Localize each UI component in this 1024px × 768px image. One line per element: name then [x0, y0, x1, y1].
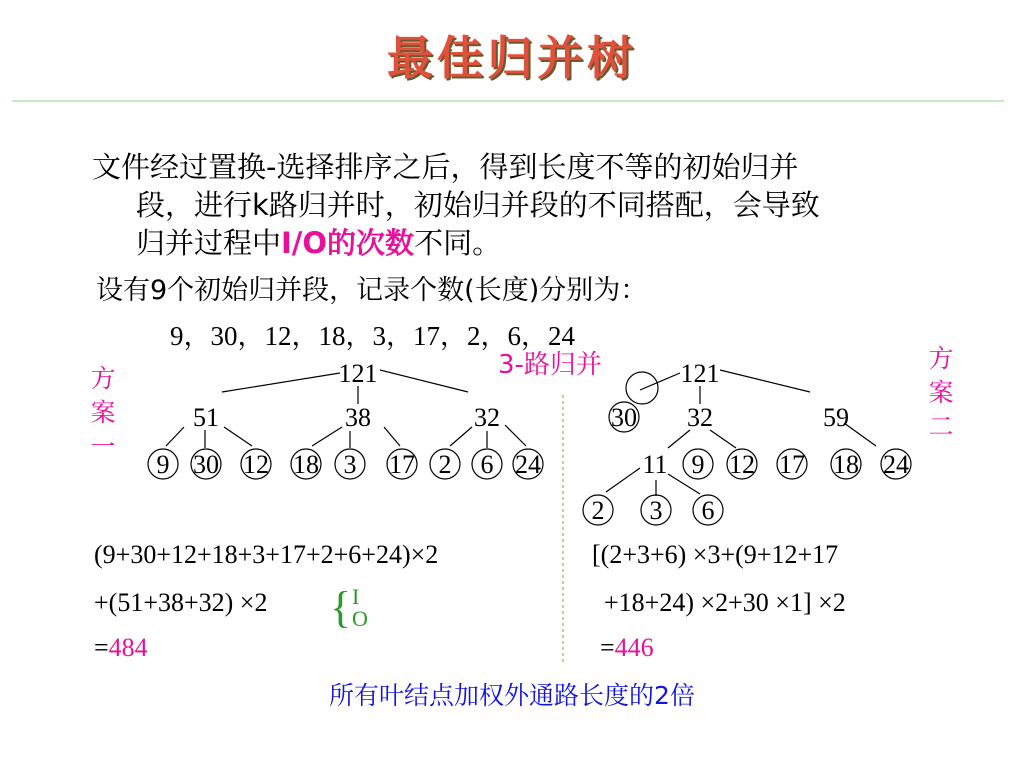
- intro-line-2: 段，进行k路归并时，初始归并段的不同搭配，会导致: [136, 188, 820, 222]
- tree1-leaves: [157, 450, 542, 479]
- segment-lengths: 9，30，12，18，3，17，2，6，24: [170, 321, 575, 351]
- tree2-leaf: 24: [883, 450, 909, 479]
- tree2-leaf: 17: [779, 450, 805, 479]
- tree1-leaf: 17: [389, 450, 415, 479]
- tree2-leaf: 3: [649, 496, 663, 525]
- tree2-node-l1: 32: [687, 403, 713, 432]
- tree1-leaf: 2: [438, 450, 452, 479]
- tree2-leaf: 18: [833, 450, 859, 479]
- io-label-i: I: [352, 584, 360, 609]
- formula1-result: 484: [108, 633, 148, 662]
- formula1-result-line: [94, 633, 148, 663]
- tree1-leaf: 3: [343, 450, 357, 479]
- tree2-node-l2: 11: [642, 450, 668, 479]
- merge-type-label: 3-路归并: [498, 350, 602, 380]
- tree1-root: 121: [338, 359, 378, 388]
- formula2-result: 446: [614, 633, 654, 662]
- tree1-internal-2: 38: [345, 403, 371, 432]
- tree1-leaf: 9: [156, 450, 170, 479]
- intro-line-3-pre: 归并过程中: [136, 226, 282, 260]
- io-label-o: O: [352, 606, 368, 631]
- io-label: [352, 586, 368, 630]
- formula1-line1: (9+30+12+18+3+17+2+6+24)×2: [94, 540, 439, 569]
- page-title: 最佳归并树: [387, 31, 637, 85]
- tree2-leaf: 2: [591, 496, 605, 525]
- tree1-internal-3: 32: [474, 403, 500, 432]
- plan-one-char-1: 方: [90, 364, 116, 393]
- tree2-leaf: 6: [701, 496, 715, 525]
- tree2-leaf: 12: [729, 450, 755, 479]
- conclusion-text: 所有叶结点加权外通路长度的2倍: [329, 681, 695, 710]
- intro-line-3-post: 不同。: [414, 226, 502, 260]
- formula2-line2: +18+24) ×2+30 ×1] ×2: [604, 588, 846, 617]
- setup-text: 设有9个初始归并段，记录个数(长度)分别为：: [96, 275, 648, 306]
- formula1-line2: +(51+38+32) ×2: [94, 588, 268, 617]
- tree1-leaf: 24: [515, 450, 541, 479]
- tree2-root-circle-partial: [626, 372, 658, 404]
- plan-two-char-2: 案: [928, 378, 954, 407]
- plan-two-char-3: 二: [928, 412, 954, 441]
- tree2-root: 121: [680, 359, 720, 388]
- plan-two-char-1: 方: [928, 344, 954, 373]
- formula1-eq: =: [94, 633, 109, 662]
- formula2-eq: =: [600, 633, 615, 662]
- plan-one-char-3: 一: [90, 432, 116, 461]
- tree1-internal-1: 51: [193, 403, 219, 432]
- plan-one-char-2: 案: [90, 398, 116, 427]
- io-brace: {: [330, 583, 352, 632]
- tree1-leaf: 12: [243, 450, 269, 479]
- io-count-highlight: I/O的次数: [281, 226, 415, 260]
- tree2-leaf: 9: [691, 450, 705, 479]
- tree1-leaf: 6: [480, 450, 494, 479]
- formula2-result-line: [600, 633, 654, 663]
- tree2-node-l1: 59: [823, 403, 849, 432]
- formula2-line1: [(2+3+6) ×3+(9+12+17: [592, 540, 839, 569]
- tree1-leaf: 30: [193, 450, 219, 479]
- intro-line-1: 文件经过置换-选择排序之后，得到长度不等的初始归并: [92, 150, 799, 184]
- tree2-node-l1: 30: [611, 403, 637, 432]
- tree1-leaf: 18: [293, 450, 319, 479]
